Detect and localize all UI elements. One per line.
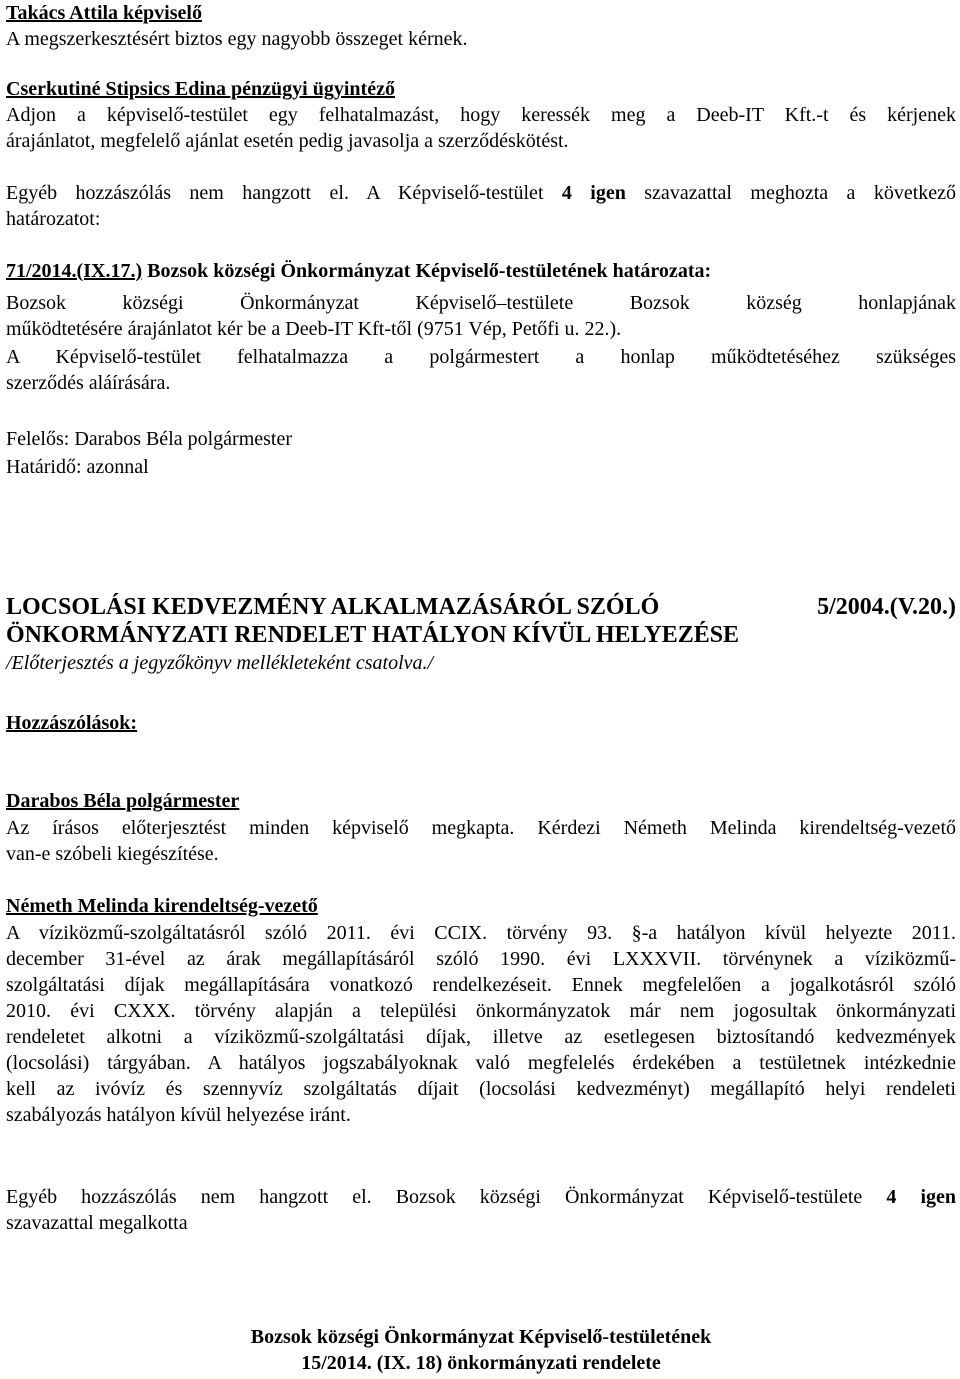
vote-statement: Egyéb hozzászólás nem hangzott el. A Képviselő-testület 4 igen szavazattal meghozta a következő [6, 182, 957, 204]
paragraph-line: kell az ivóvíz és szennyvíz szolgáltatás díjait (locsolási kedvezményt) megállapító helyi rendeleti [6, 1078, 956, 1100]
vote-count: 4 igen [561, 182, 626, 204]
resolution-title: 71/2014.(IX.17.) Bozsok községi Önkormányzat Képviselő-testületének határozata: [6, 260, 712, 282]
paragraph-line: 2010. évi CXXX. törvény alapján a települési önkormányzatok már nem jogosultak önkormányzati [6, 1000, 956, 1022]
section-heading-decree-number: 5/2004.(V.20.) [817, 594, 956, 620]
section-heading [6, 592, 956, 622]
resolution-body-line: szerződés aláírására. [6, 372, 171, 394]
vote-count: 4 igen [886, 1186, 957, 1208]
speaker-takacs: Takács Attila képviselő [6, 2, 202, 24]
paragraph-line: (locsolási) tárgyában. A hatályos jogszabályoknak való megfelelés érdekében a testületnek intézkednie [6, 1052, 956, 1074]
section-heading-line2: ÖNKORMÁNYZATI RENDELET HATÁLYON KÍVÜL HELYEZÉSE [6, 622, 740, 648]
resolution-body-line: Bozsok községi Önkormányzat Képviselő–testülete Bozsok község honlapjának [6, 292, 956, 314]
vote-statement-cont: szavazattal megalkotta [6, 1212, 188, 1234]
vote-statement-cont: határozatot: [6, 208, 101, 230]
resolution-body-line: A Képviselő-testület felhatalmazza a polgármestert a honlap működtetéséhez szükséges [6, 346, 956, 368]
paragraph-line: szolgáltatási díjak megállapítására vonatkozó rendelkezéseit. Ennek megfelelően a jogalkotásról szóló [6, 974, 956, 996]
decree-title-line1: Bozsok községi Önkormányzat Képviselő-testületének [250, 1326, 712, 1348]
paragraph-line: Az írásos előterjesztést minden képviselő megkapta. Kérdezi Németh Melinda kirendeltség-vezető [6, 817, 956, 839]
resolution-number: 71/2014.(IX.17.) [6, 260, 143, 282]
resolution-body-line: működtetésére árajánlatot kér be a Deeb-IT Kft-től (9751 Vép, Petőfi u. 22.). [6, 318, 622, 340]
resolution-deadline: Határidő: azonnal [6, 456, 149, 478]
vote-statement: Egyéb hozzászólás nem hangzott el. Bozsok községi Önkormányzat Képviselő-testülete 4 igen [6, 1186, 957, 1208]
paragraph-line: szabályozás hatályon kívül helyezése iránt. [6, 1104, 351, 1126]
paragraph-line: rendeletet alkotni a víziközmű-szolgáltatási díjak, illetve az esetlegesen biztosítandó kedvezmények [6, 1026, 956, 1048]
speaker-nemeth: Németh Melinda kirendeltség-vezető [6, 895, 318, 917]
paragraph-line: árajánlatot, megfelelő ajánlat esetén pedig javasolja a szerződéskötést. [6, 130, 569, 152]
paragraph-line: Adjon a képviselő-testület egy felhatalmazást, hogy keressék meg a Deeb-IT Kft.-t és kérjenek [6, 104, 956, 126]
decree-title-line2: 15/2014. (IX. 18) önkormányzati rendelete [301, 1352, 661, 1374]
paragraph-line: van-e szóbeli kiegészítése. [6, 843, 219, 865]
comments-heading: Hozzászólások: [6, 712, 138, 734]
paragraph-line: december 31-ével az árak megállapításáról szóló 1990. évi LXXXVII. törvénynek a víziközmű- [6, 948, 956, 970]
paragraph-line: A víziközmű-szolgáltatásról szóló 2011. évi CCIX. törvény 93. §-a hatályon kívül helyezte 2011. [6, 922, 956, 944]
section-note: /Előterjesztés a jegyzőkönyv mellékleteként csatolva./ [6, 652, 434, 674]
paragraph-text: A megszerkesztésért biztos egy nagyobb összeget kérnek. [6, 28, 468, 50]
speaker-cserkutine: Cserkutiné Stipsics Edina pénzügyi ügyintéző [6, 78, 395, 100]
resolution-responsible: Felelős: Darabos Béla polgármester [6, 428, 293, 450]
section-heading-title: LOCSOLÁSI KEDVEZMÉNY ALKALMAZÁSÁRÓL SZÓLÓ [6, 594, 660, 620]
speaker-darabos: Darabos Béla polgármester [6, 790, 240, 812]
